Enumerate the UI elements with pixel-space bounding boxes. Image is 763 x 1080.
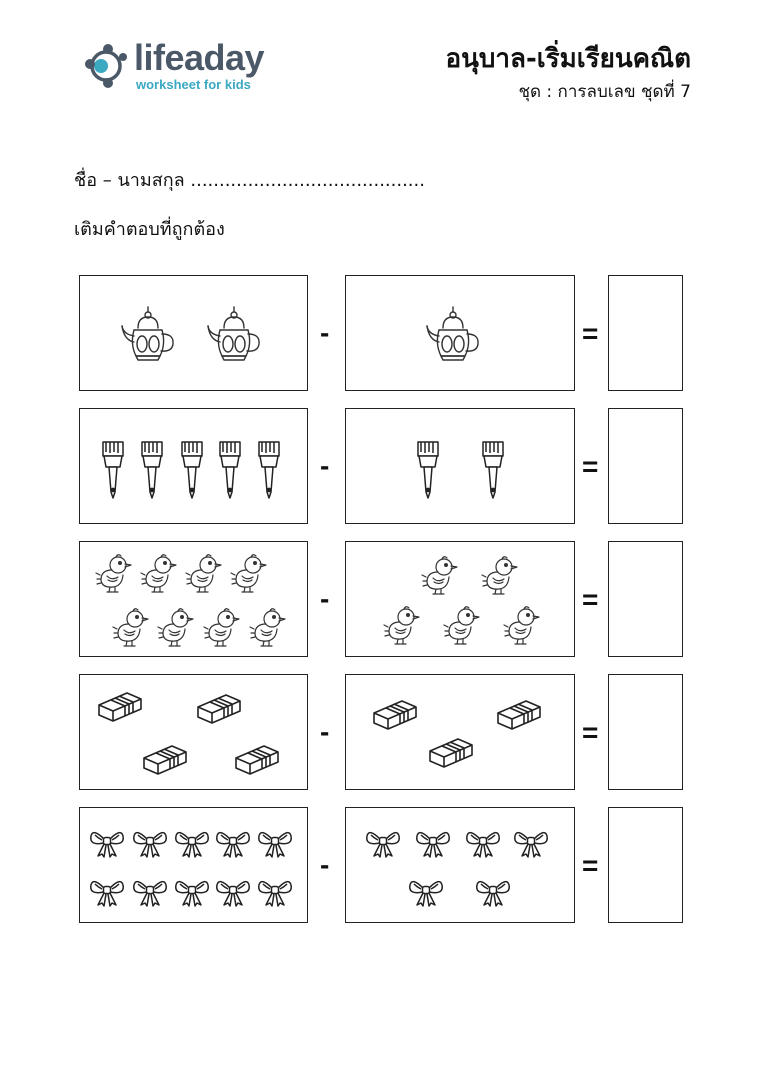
chick-icon	[444, 605, 480, 645]
bow-icon	[215, 826, 251, 858]
chick-icon	[204, 607, 240, 647]
eraser-icon	[372, 697, 418, 733]
name-field-label: ชื่อ – นามสกุล .........................................	[74, 170, 425, 191]
bow-icon	[132, 826, 168, 858]
logo-wordmark: lifeaday	[134, 37, 265, 78]
logo-tagline: worksheet for kids	[136, 77, 251, 92]
chick-icon	[113, 607, 149, 647]
logo-molecule-icon	[82, 40, 134, 92]
answer-box[interactable]	[608, 541, 683, 657]
chick-icon	[422, 555, 458, 595]
minus-sign: -	[320, 716, 330, 747]
chick-icon	[231, 553, 267, 593]
minus-sign: -	[320, 450, 330, 481]
bow-icon	[365, 826, 401, 858]
chick-icon	[158, 607, 194, 647]
paintbrush-icon	[179, 440, 205, 500]
eraser-icon	[496, 697, 542, 733]
minuend-box	[79, 275, 308, 391]
bow-icon	[174, 826, 210, 858]
subtrahend-box	[345, 408, 575, 524]
equals-sign: =	[582, 584, 599, 615]
chick-icon	[482, 555, 518, 595]
equals-sign: =	[582, 451, 599, 482]
chick-icon	[186, 553, 222, 593]
answer-box[interactable]	[608, 807, 683, 923]
eraser-icon	[234, 742, 280, 778]
paintbrush-icon	[139, 440, 165, 500]
chick-icon	[250, 607, 286, 647]
eraser-icon	[428, 735, 474, 771]
answer-box[interactable]	[608, 408, 683, 524]
worksheet-subtitle: ชุด : การลบเลข ชุดที่ 7	[518, 82, 691, 102]
chick-icon	[141, 553, 177, 593]
paintbrush-icon	[100, 440, 126, 500]
bow-icon	[89, 875, 125, 907]
logo	[82, 38, 282, 94]
minus-sign: -	[320, 317, 330, 348]
bow-icon	[257, 875, 293, 907]
bow-icon	[475, 875, 511, 907]
teapot-icon	[206, 304, 262, 362]
bow-icon	[132, 875, 168, 907]
teapot-icon	[120, 304, 176, 362]
minus-sign: -	[320, 583, 330, 614]
equals-sign: =	[582, 318, 599, 349]
eraser-icon	[142, 742, 188, 778]
paintbrush-icon	[480, 440, 506, 500]
worksheet-title: อนุบาล-เริ่มเรียนคณิต	[445, 44, 691, 74]
bow-icon	[513, 826, 549, 858]
eraser-icon	[97, 689, 143, 725]
subtrahend-box	[345, 807, 575, 923]
minus-sign: -	[320, 849, 330, 880]
bow-icon	[465, 826, 501, 858]
equals-sign: =	[582, 850, 599, 881]
bow-icon	[89, 826, 125, 858]
bow-icon	[257, 826, 293, 858]
bow-icon	[174, 875, 210, 907]
bow-icon	[415, 826, 451, 858]
chick-icon	[384, 605, 420, 645]
paintbrush-icon	[217, 440, 243, 500]
chick-icon	[504, 605, 540, 645]
chick-icon	[96, 553, 132, 593]
instruction-text: เติมคำตอบที่ถูกต้อง	[74, 219, 225, 240]
answer-box[interactable]	[608, 674, 683, 790]
equals-sign: =	[582, 717, 599, 748]
eraser-icon	[196, 691, 242, 727]
paintbrush-icon	[256, 440, 282, 500]
bow-icon	[215, 875, 251, 907]
paintbrush-icon	[415, 440, 441, 500]
bow-icon	[408, 875, 444, 907]
answer-box[interactable]	[608, 275, 683, 391]
teapot-icon	[425, 304, 481, 362]
